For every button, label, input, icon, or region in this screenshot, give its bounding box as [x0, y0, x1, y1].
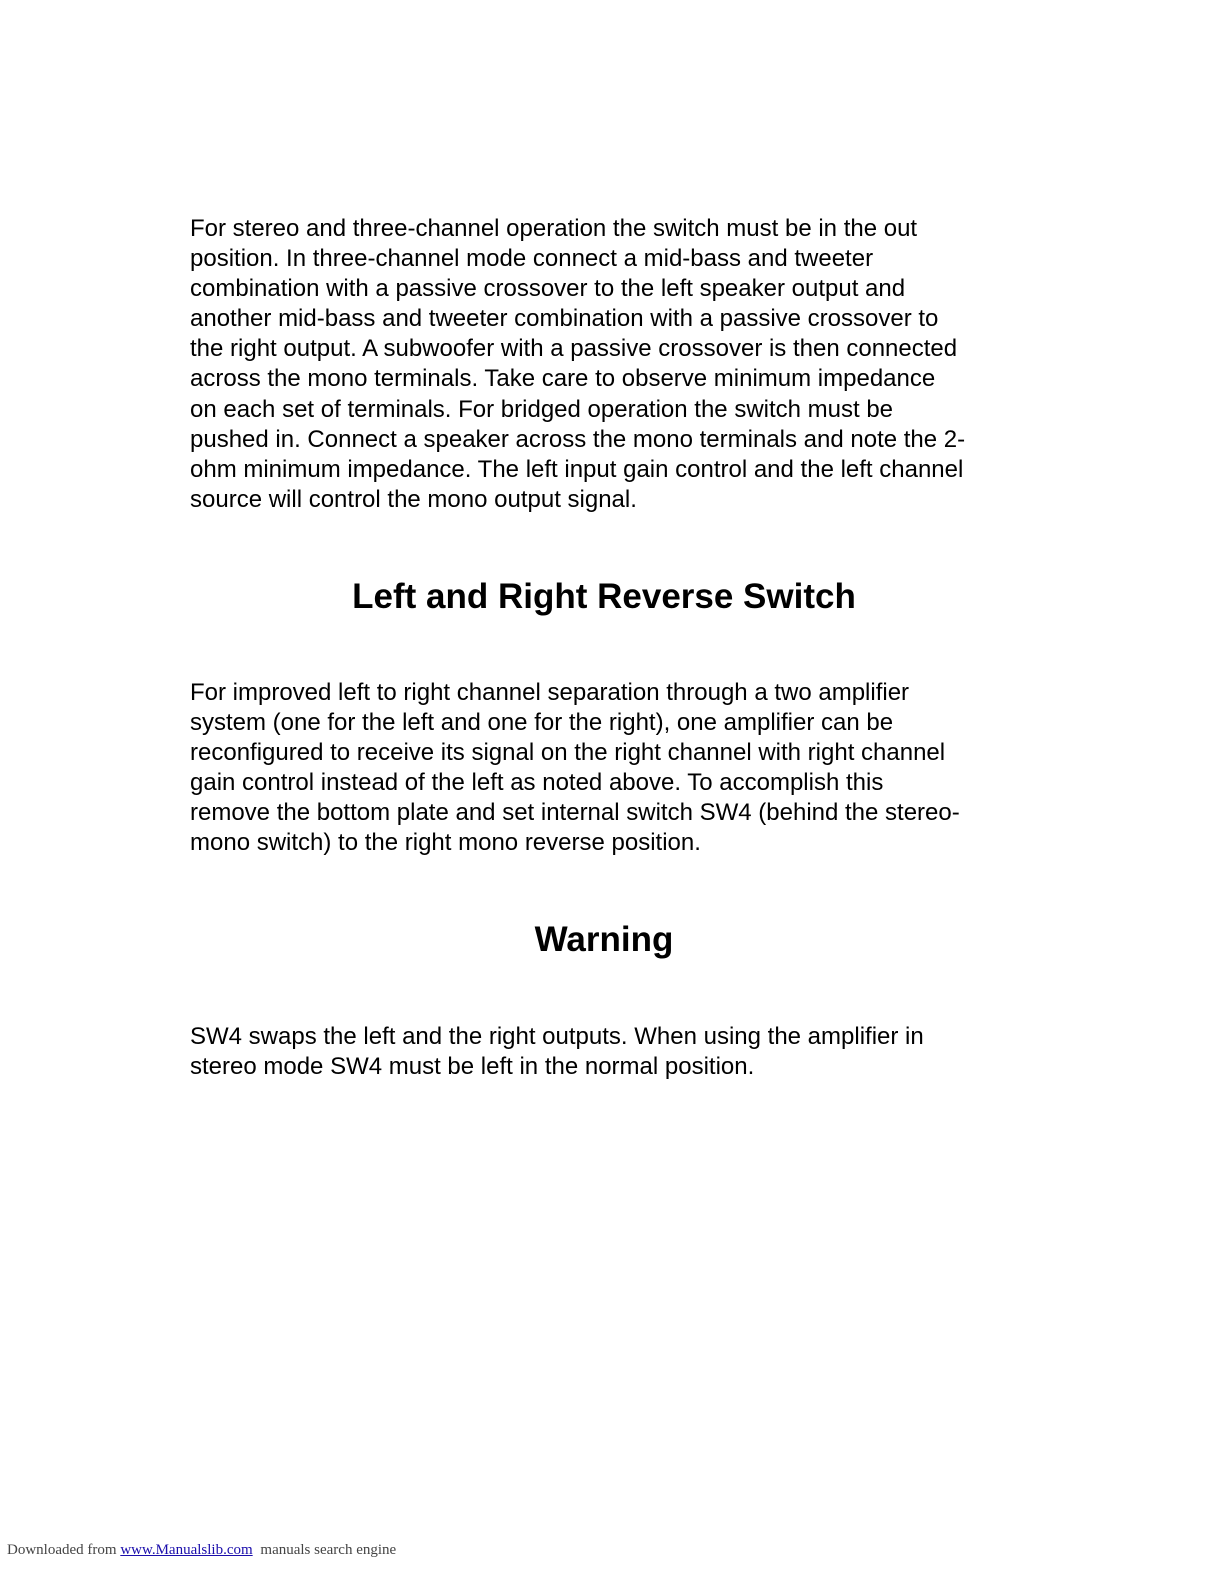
paragraph-warning: SW4 swaps the left and the right outputs. When using the amplifier in stereo mode SW4 must be left in the normal position.: [190, 1023, 924, 1081]
footer-suffix: manuals search engine: [260, 1542, 397, 1558]
download-footer: [7, 1542, 396, 1559]
paragraph-reverse-switch: For improved left to right channel separation through a two amplifier system (one for the left and one for the right), one amplifier can be reconfigured to receive its signal on the right channel with right channel gain control instead of the left as noted above. To accomplish this remove the bottom plate and set internal switch SW4 (behind the stereo- mono switch) to the right mono reverse position.: [190, 679, 960, 857]
manualslib-link[interactable]: www.Manualslib.com: [120, 1542, 253, 1558]
footer-prefix: Downloaded from: [7, 1542, 117, 1558]
heading-left-right-reverse-switch: Left and Right Reverse Switch: [352, 577, 856, 616]
paragraph-stereo-three-channel: For stereo and three-channel operation the switch must be in the out position. In three-channel mode connect a mid-bass and tweeter combination with a passive crossover to the left speaker output and another mid-bass and tweeter combination with a passive crossover to the right output. A subwoofer with a passive crossover is then connected across the mono terminals. Take care to observe minimum impedance on each set of terminals. For bridged operation the switch must be pushed in. Connect a speaker across the mono terminals and note the 2- ohm minimum impedance. The left input gain control and the left channel source will control the mono output signal.: [190, 215, 966, 513]
heading-warning: Warning: [534, 920, 674, 959]
